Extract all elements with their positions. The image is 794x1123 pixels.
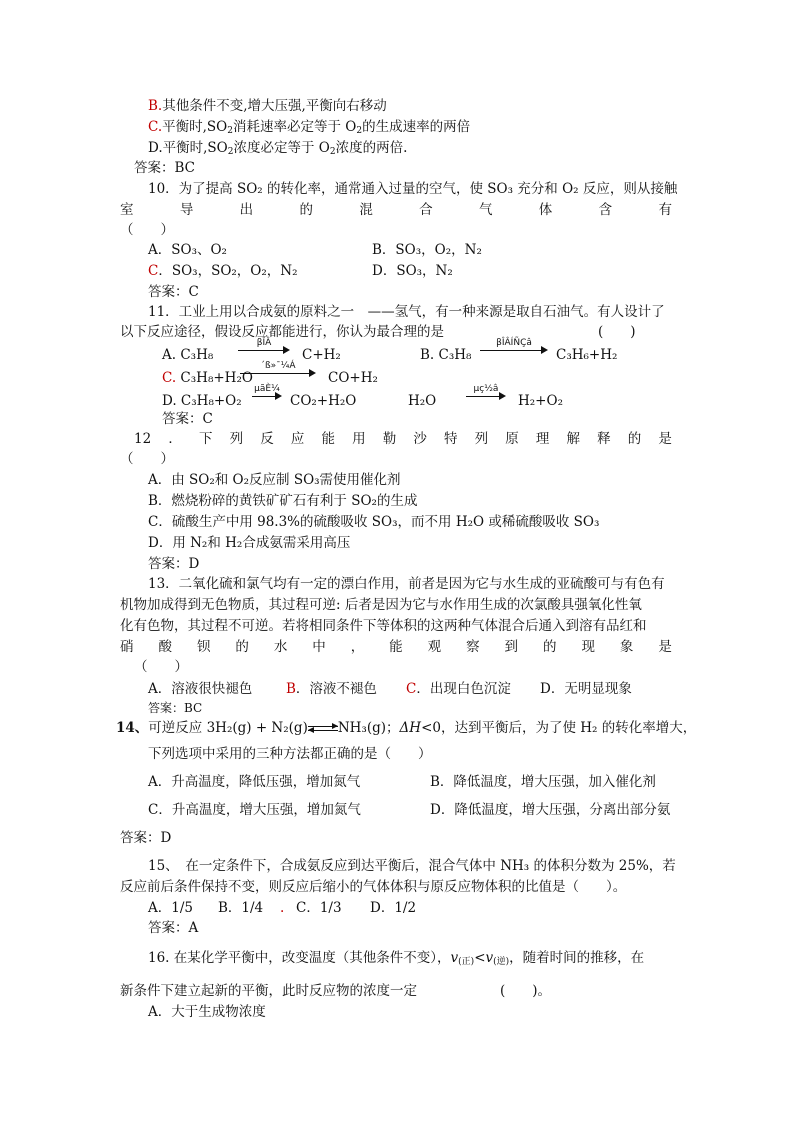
q11-option-a-reactant: A. C₃H₈ bbox=[162, 347, 214, 363]
q10-char: 体 bbox=[538, 202, 553, 218]
q9-option-d: D.平衡时$,SO_2$浓度必定等于 $O_2$浓度的两倍. bbox=[148, 140, 408, 157]
q12-stem-line1: 12 ． 下 列 反 应 能 用 勒 沙 特 列 原 理 解 释 的 是 bbox=[134, 431, 672, 447]
q12-paren: （ ） bbox=[120, 451, 174, 467]
q11-paren: ( ) bbox=[598, 324, 636, 340]
q10-char: 的 bbox=[299, 202, 313, 218]
q15-stem-line2: 反应前后条件保持不变，则反应后缩小的气体体积与原反应物体积的比值是（ ）。 bbox=[120, 879, 627, 895]
q16-stem-line2: 新条件下建立起新的平衡，此时反应物的浓度一定 bbox=[120, 983, 417, 999]
q10-option-a: A．SO₃、O₂ bbox=[148, 242, 227, 258]
q10-char: 气 bbox=[478, 202, 493, 218]
q10-option-d: D．SO₃，N₂ bbox=[372, 263, 453, 279]
q11-option-b-arrow: βÎÂÍÑÇâ bbox=[480, 338, 548, 360]
q11-option-c-reactant: C. C₃H₈+H₂O bbox=[162, 370, 253, 386]
q11-option-a-arrow: βÎÂ bbox=[238, 338, 290, 360]
q14-answer: 答案：D bbox=[120, 830, 172, 846]
q13-option-a: A．溶液很快褪色 bbox=[148, 681, 253, 697]
q12-option-c: C．硫酸生产中用 98.3%的硫酸吸收 SO₃，而不用 H₂O 或稀硫酸吸收 SO₃ bbox=[148, 514, 600, 530]
q11-stem-line1: 11．工业上用以合成氨的原料之一 ——氢气，有一种来源是取自石油气。有人设计了 bbox=[148, 304, 665, 320]
equilibrium-arrow-icon bbox=[308, 724, 338, 734]
q15-option-c: C．1/3 bbox=[296, 900, 342, 916]
q14-stem-line1: 14、可逆反应 3H₂(g) + N₂(g) NH₃(g)；ΔH<0，达到平衡后，为了使 H₂ 的转化率增大， bbox=[116, 720, 697, 736]
q16-option-a: A．大于生成物浓度 bbox=[148, 1004, 266, 1020]
q10-option-c: C．SO₃，SO₂，O₂，N₂ bbox=[148, 263, 298, 279]
q13-stem-line2: 机物加成得到无色物质，其过程可逆: 后者是因为它与水作用生成的次氯酸具强氧化性氧 bbox=[120, 597, 642, 613]
q14-option-d: D．降低温度，增大压强，分离出部分氨 bbox=[430, 802, 671, 818]
q9-answer: 答案：BC bbox=[134, 160, 196, 176]
q10-answer: 答案：C bbox=[148, 284, 199, 300]
q13-stem-line1: 13．二氧化硫和氯气均有一定的漂白作用，前者是因为它与水生成的亚硫酸可与有色有 bbox=[148, 576, 665, 592]
q10-char: 含 bbox=[598, 202, 613, 218]
q10-option-b: B．SO₃，O₂，N₂ bbox=[372, 242, 482, 258]
q15-mark: . bbox=[280, 900, 285, 916]
q14-stem-line2: 下列选项中采用的三种方法都正确的是（ ） bbox=[148, 746, 432, 762]
q11-option-b-reactant: B. C₃H₈ bbox=[420, 347, 472, 363]
q12-option-d: D．用 N₂和 H₂合成氨需采用高压 bbox=[148, 535, 351, 551]
q11-option-b-product: C₃H₆+H₂ bbox=[556, 347, 618, 363]
q11-stem-line2: 以下反应途径，假设反应都能进行，你认为最合理的是 bbox=[120, 324, 444, 340]
q11-option-d-product: CO₂+H₂O bbox=[290, 393, 357, 409]
q11-option-d-reactant: D. C₃H₈+O₂ bbox=[162, 393, 242, 409]
q13-stem-line3: 化有色物，其过程不可逆。若将相同条件下等体积的这两种气体混合后通入到溶有品红和 bbox=[120, 618, 647, 634]
q10-char: 室 bbox=[120, 202, 134, 218]
q11-option-d2-reactant: H₂O bbox=[408, 393, 437, 409]
q10-char: 混 bbox=[359, 202, 373, 218]
q10-char: 有 bbox=[658, 202, 672, 218]
q16-stem-line1: 16. 在某化学平衡中，改变温度（其他条件不变），$v_{(正)}<v_{(逆)}$，随着时间的推移，在 bbox=[148, 950, 645, 967]
q11-option-d2-product: H₂+O₂ bbox=[518, 393, 563, 409]
q12-option-b: B．燃烧粉碎的黄铁矿矿石有利于 SO₂的生成 bbox=[148, 493, 418, 509]
q16-paren: ( )。 bbox=[500, 983, 552, 999]
q9-option-c: C.平衡时$,SO_2$消耗速率必定等于 $O_2$的生成速率的两倍 bbox=[148, 119, 471, 136]
q15-stem-line1: 15、 在一定条件下，合成氨反应到达平衡后，混合气体中 NH₃ 的体积分数为 25%，若 bbox=[148, 858, 676, 874]
q11-answer: 答案：C bbox=[162, 411, 213, 427]
q13-option-c: C．出现白色沉淀 bbox=[406, 681, 511, 697]
q11-option-c-arrow: ´ß»¯¼Á bbox=[240, 361, 316, 383]
q10-stem-line1: 10．为了提高 SO₂ 的转化率，通常通入过量的空气，使 SO₃ 充分和 O₂ 反应，则从接触 bbox=[148, 181, 678, 197]
q10-paren: （ ） bbox=[120, 222, 174, 238]
q9-option-b: B.其他条件不变,增大压强,平衡向右移动 bbox=[148, 98, 387, 114]
q15-answer: 答案：A bbox=[148, 920, 199, 936]
q12-option-a: A．由 SO₂和 O₂反应制 SO₃需使用催化剂 bbox=[148, 472, 401, 488]
q12-answer: 答案：D bbox=[148, 556, 200, 572]
q10-char: 导 bbox=[179, 202, 194, 218]
q11-option-c-product: CO+H₂ bbox=[328, 370, 378, 386]
q15-option-d: D．1/2 bbox=[370, 900, 417, 916]
q13-option-d: D．无明显现象 bbox=[540, 681, 632, 697]
q15-option-a: A．1/5 bbox=[148, 900, 193, 916]
q13-stem-line4: 硝 酸 钡 的 水 中 ， 能 观 察 到 的 现 象 是 bbox=[120, 639, 672, 655]
q11-option-d-arrow: µãÈ¼ bbox=[252, 384, 282, 406]
q11-option-a-product: C+H₂ bbox=[302, 347, 341, 363]
q14-option-b: B．降低温度，增大压强，加入催化剂 bbox=[430, 774, 656, 790]
q15-option-b: B．1/4 bbox=[218, 900, 264, 916]
q10-stem-line2 bbox=[120, 200, 672, 220]
q14-option-a: A．升高温度，降低压强，增加氮气 bbox=[148, 774, 361, 790]
q13-paren: （ ） bbox=[134, 659, 188, 675]
q11-option-d2-arrow: µç½â bbox=[466, 384, 506, 406]
q10-char: 合 bbox=[419, 202, 433, 218]
q13-option-b: B．溶液不褪色 bbox=[286, 681, 377, 697]
q10-char: 出 bbox=[239, 202, 254, 218]
q14-option-c: C．升高温度，增大压强，增加氮气 bbox=[148, 802, 361, 818]
q13-answer: 答案：BC bbox=[148, 701, 203, 715]
